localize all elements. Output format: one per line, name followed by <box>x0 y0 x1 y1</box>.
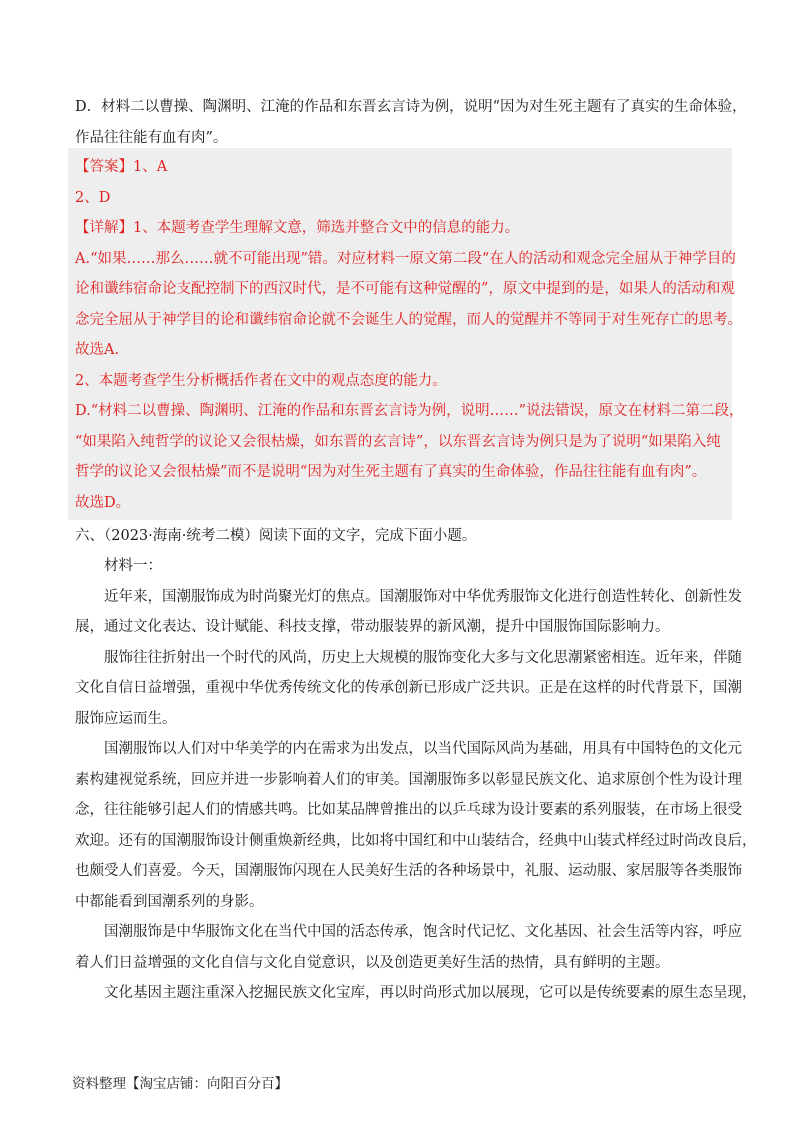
material-label: 材料一： <box>104 558 162 574</box>
paragraph-line: 近年来，国潮服饰成为时尚聚光灯的焦点。国潮服饰对中华优秀服饰文化进行创造性转化、创新性发 <box>104 588 742 605</box>
option-d-line: 作品往往能有血有肉”。 <box>75 129 228 146</box>
paragraph-line: 着人们日益增强的文化自信与文化自觉意识，以及创造更美好生活的热情，具有鲜明的主题。 <box>75 954 670 971</box>
paragraph-line: 中都能看到国潮系列的身影。 <box>75 893 264 910</box>
footer <box>72 1072 288 1092</box>
footer-text: 资料整理【淘宝店铺：向阳百分百】 <box>72 1076 288 1092</box>
question-heading-text: 六、（2023·海南·统考二模）阅读下面的文字，完成下面小题。 <box>75 528 477 544</box>
answer-line: 【答案】1、A <box>75 159 168 175</box>
detail-line: D.“材料二以曹操、陶渊明、江淹的作品和东晋玄言诗为例，说明……”说法错误，原文在材料二第二段， <box>75 403 744 419</box>
paragraph-line: 欢迎。还有的国潮服饰设计侧重焕新经典，比如将中国红和中山装结合，经典中山装式样经过时尚改良后， <box>75 832 757 849</box>
detail-line: 念完全屈从于神学目的论和谶纬宿命论就不会诞生人的觉醒，而人的觉醒并不等同于对生死存亡的思考。 <box>75 311 742 328</box>
material-one <box>75 551 757 1009</box>
detail-line: “如果陷入纯哲学的议论又会很枯燥，如东晋的玄言诗”，以东晋玄言诗为例只是为了说明“如果陷入纯 <box>75 433 721 450</box>
paragraph-line: 服饰应运而生。 <box>75 710 177 727</box>
detail-line: 【详解】1、本题考查学生理解文意，筛选并整合文中的信息的能力。 <box>75 220 520 236</box>
paragraph-line: 国潮服饰是中华服饰文化在当代中国的活态传承，饱含时代记忆、文化基因、社会生活等内容，呼应 <box>104 924 742 940</box>
paragraph-line: 文化自信日益增强，重视中华优秀传统文化的传承创新已形成广泛共识。正是在这样的时代背景下，国潮 <box>75 680 742 696</box>
paragraph-line: 素构建视觉系统，回应并进一步影响着人们的审美。国潮服饰多以彰显民族文化、追求原创个性为设计理 <box>75 771 742 788</box>
detail-line: 故选A. <box>75 342 120 358</box>
option-d <box>75 92 747 153</box>
detail-line: 故选D。 <box>75 494 131 511</box>
detail-line: 论和谶纬宿命论支配控制下的西汉时代，是不可能有这种觉醒的”，原文中提到的是，如果人的活动和观 <box>75 281 735 297</box>
option-d-line: D．材料二以曹操、陶渊明、江淹的作品和东晋玄言诗为例，说明“因为对生死主题有了真实的生命体验， <box>75 99 747 115</box>
paragraph-line: 也颇受人们喜爱。今天，国潮服饰闪现在人民美好生活的各种场景中，礼服、运动服、家居服等各类服饰 <box>75 863 742 879</box>
paragraph-line: 念，往往能够引起人们的情感共鸣。比如某品牌曾推出的以乒乓球为设计要素的系列服装，在市场上很受 <box>75 802 742 818</box>
detail-line: 2、本题考查学生分析概括作者在文中的观点态度的能力。 <box>75 372 447 389</box>
paragraph-line: 文化基因主题注重深入挖掘民族文化宝库，再以时尚形式加以展现，它可以是传统要素的原生态呈现， <box>104 985 757 1001</box>
paragraph-line: 展，通过文化表达、设计赋能、科技支撑，带动服装界的新风潮，提升中国服饰国际影响力。 <box>75 619 670 635</box>
answer-line: 2、D <box>75 189 111 206</box>
detail-line: A.“如果……那么……就不可能出现”错。对应材料一原文第二段“在人的活动和观念完全屈从于神学目的 <box>75 250 736 267</box>
paragraph-line: 国潮服饰以人们对中华美学的内在需求为出发点，以当代国际风尚为基础，用具有中国特色的文化元 <box>104 741 742 757</box>
paragraph-line: 服饰往往折射出一个时代的风尚，历史上大规模的服饰变化大多与文化思潮紧密相连。近年来，伴随 <box>104 649 742 666</box>
question-heading <box>75 521 729 552</box>
detail-line: 哲学的议论又会很枯燥”而不是说明“因为对生死主题有了真实的生命体验，作品往往能有血有肉”。 <box>75 464 707 480</box>
answer-section <box>75 152 744 518</box>
